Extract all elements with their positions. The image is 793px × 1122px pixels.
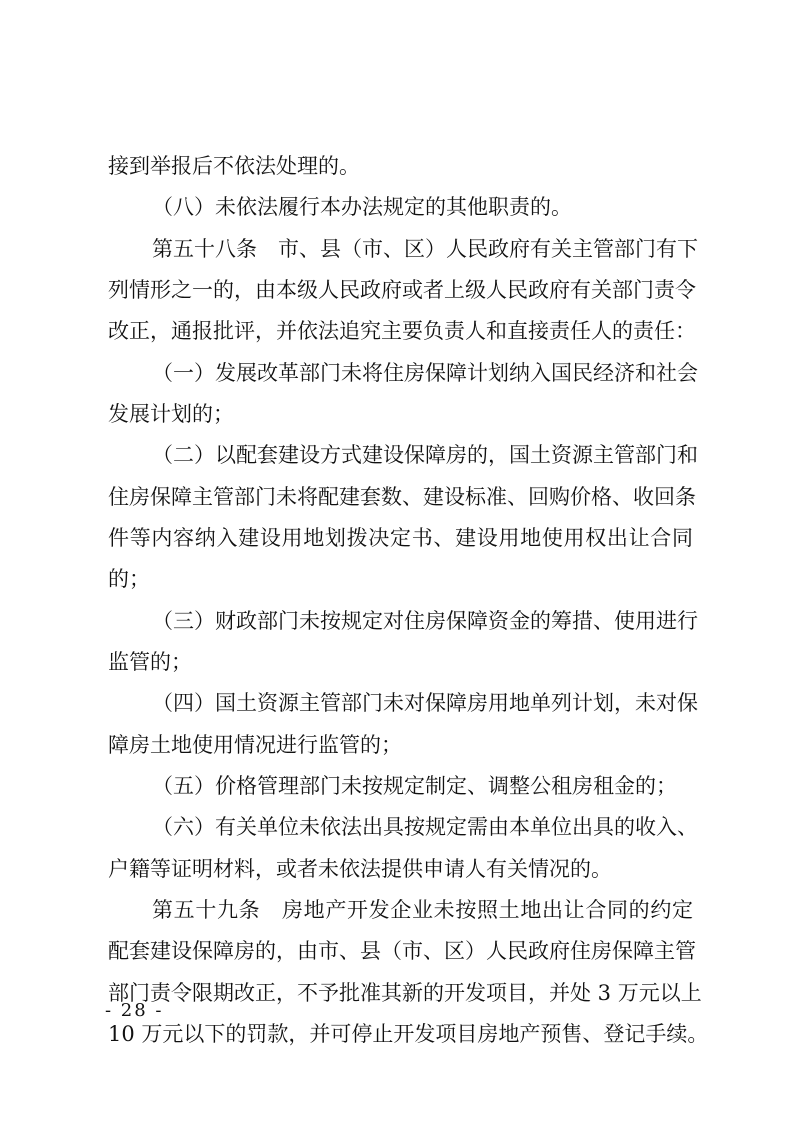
text-line-item-3: （三）财政部门未按规定对住房保障资金的筹措、使用进行	[152, 609, 698, 633]
text-line-item-6: （六）有关单位未依法出具按规定需由本单位出具的收入、	[152, 815, 698, 839]
text-line: 住房保障主管部门未将配建套数、建设标准、回购价格、收回条	[108, 485, 696, 509]
text-line: 监管的；	[108, 650, 192, 674]
text-line: 发展计划的；	[108, 402, 234, 426]
text-line: 列情形之一的，由本级人民政府或者上级人民政府有关部门责令	[108, 278, 696, 302]
text-line-item-2: （二）以配套建设方式建设保障房的，国土资源主管部门和	[152, 443, 698, 467]
text-line: 配套建设保障房的，由市、县（市、区）人民政府住房保障主管	[108, 939, 696, 963]
text-line-item-5: （五）价格管理部门未按规定制定、调整公租房租金的；	[152, 774, 677, 798]
text-line-article-59-start: 第五十九条 房地产开发企业未按照土地出让合同的约定	[152, 898, 693, 922]
text-line: 件等内容纳入建设用地划拨决定书、建设用地使用权出让合同	[108, 526, 693, 550]
text-line: 障房土地使用情况进行监管的；	[108, 733, 402, 757]
text-line: 的；	[108, 567, 150, 591]
text-line: 部门责令限期改正，不予批准其新的开发项目，并处 3 万元以上	[108, 981, 702, 1005]
text-line: 户籍等证明材料，或者未依法提供申请人有关情况的。	[108, 857, 612, 881]
text-line: 10 万元以下的罚款，并可停止开发项目房地产预售、登记手续。	[108, 1022, 709, 1046]
text-line: 改正，通报批评，并依法追究主要负责人和直接责任人的责任：	[108, 319, 696, 343]
text-line-item-4: （四）国土资源主管部门未对保障房用地单列计划，未对保	[152, 691, 698, 715]
text-line-item-8: （八）未依法履行本办法规定的其他职责的。	[152, 195, 572, 219]
page-number: - 28 -	[105, 1000, 164, 1021]
text-line-item-1: （一）发展改革部门未将住房保障计划纳入国民经济和社会	[152, 361, 698, 385]
text-line-article-58-start: 第五十八条 市、县（市、区）人民政府有关主管部门有下	[152, 237, 698, 261]
text-line-continuation: 接到举报后不依法处理的。	[108, 154, 360, 178]
